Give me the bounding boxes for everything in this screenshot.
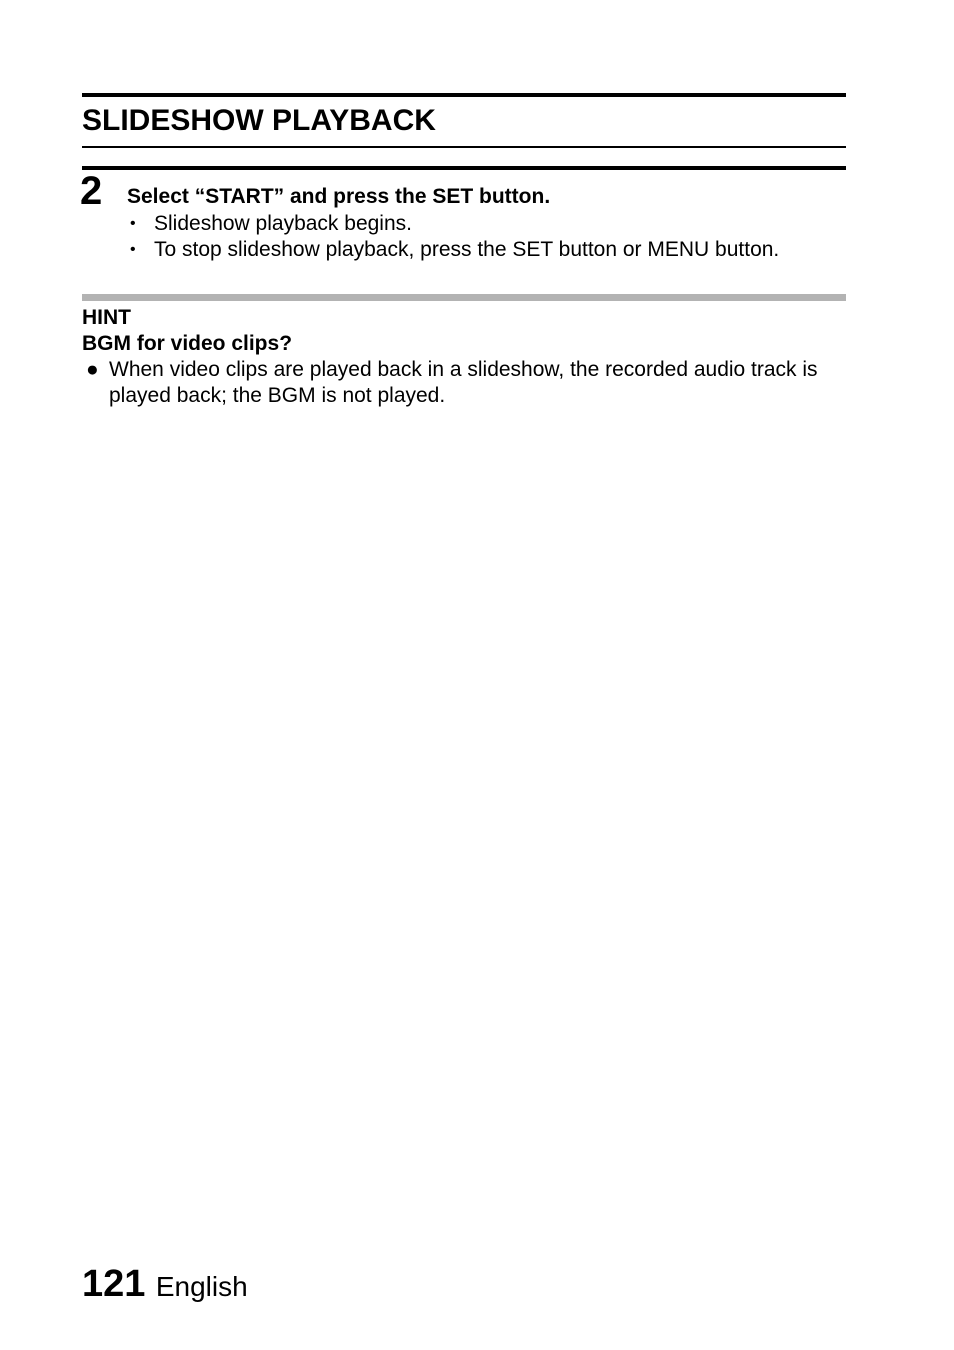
page-footer <box>82 1260 248 1311</box>
step-bullet-text: To stop slideshow playback, press the SET button or MENU button. <box>154 238 780 261</box>
step-bullet-list <box>130 211 779 263</box>
step-bullet-text: Slideshow playback begins. <box>154 212 412 235</box>
step-rule <box>82 166 846 170</box>
page-number: 121 <box>82 1263 146 1305</box>
title-underline <box>82 146 846 148</box>
step-instruction: Select “START” and press the SET button. <box>127 185 551 208</box>
page-language: English <box>155 1271 248 1302</box>
hint-label: HINT <box>82 306 131 329</box>
hint-heading: BGM for video clips? <box>82 332 293 355</box>
bullet-icon: • <box>130 241 136 258</box>
bullet-icon: • <box>130 215 136 232</box>
step-number: 2 <box>80 169 103 213</box>
hint-bullet-text: When video clips are played back in a slideshow, the recorded audio track is played back; the BGM is not played. <box>109 358 818 407</box>
list-item <box>130 211 779 237</box>
list-item <box>130 237 779 263</box>
bullet-icon: ● <box>86 358 99 381</box>
hint-bullet-list <box>86 357 846 409</box>
top-rule <box>82 93 846 97</box>
section-title: SLIDESHOW PLAYBACK <box>82 104 436 137</box>
list-item <box>86 357 846 409</box>
hint-rule <box>82 294 846 301</box>
